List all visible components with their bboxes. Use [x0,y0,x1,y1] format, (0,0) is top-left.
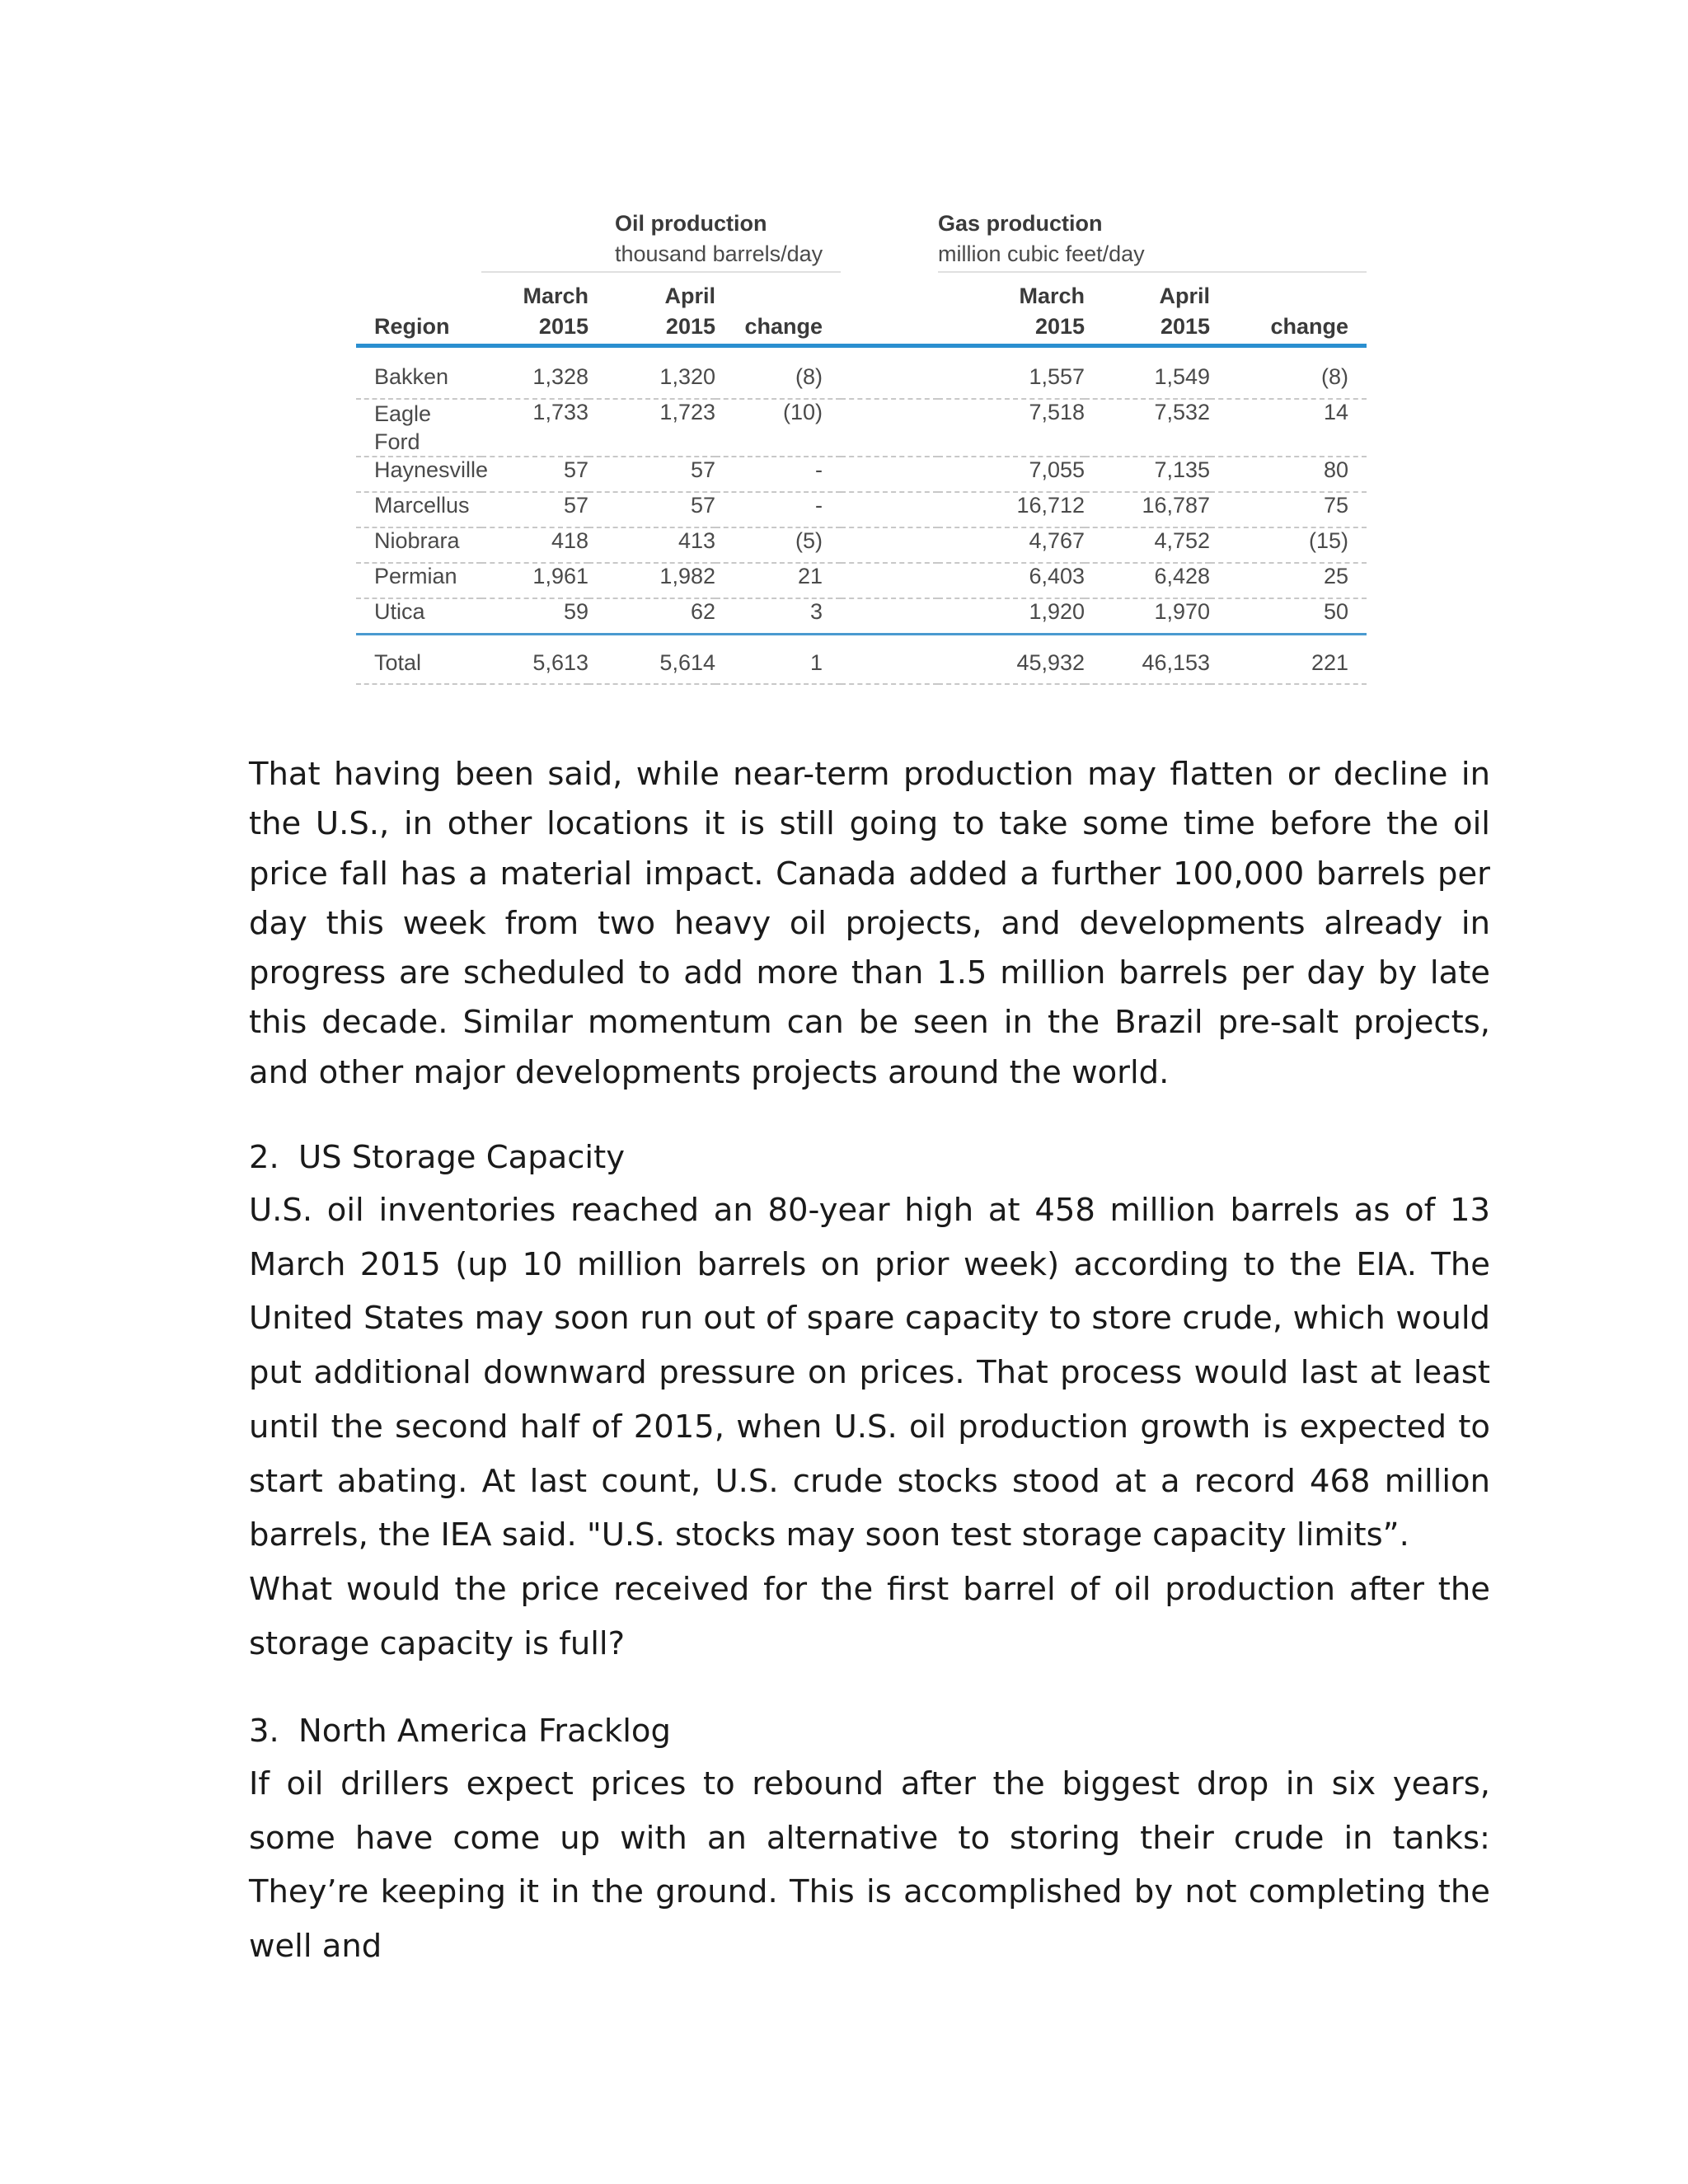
cell-value: 57 [481,492,588,527]
section-heading-fracklog [249,1711,671,1752]
col-oil-change: change [715,309,841,346]
cell-value: (8) [715,364,841,399]
region-name: Haynesville [356,457,481,492]
cell-value: - [715,492,841,527]
cell-value: 221 [1210,650,1367,684]
region-name: Marcellus [356,492,481,527]
cell-value: 1,557 [938,364,1085,399]
col-region: Region [356,309,481,346]
col-gas-change: change [1210,309,1367,346]
paragraph-fracklog: If oil drillers expect prices to rebound after the biggest drop in six years, some have come up with an alternative to storing their crude in tanks: They’re keeping it in the ground. This is accomplished by not completing the well and [249,1765,1490,1966]
cell-value: 7,135 [1085,457,1210,492]
cell-value: 46,153 [1085,650,1210,684]
cell-value: (8) [1210,364,1367,399]
cell-value: 1 [715,650,841,684]
table-row [356,563,1367,598]
cell-value: 6,428 [1085,563,1210,598]
cell-value: 75 [1210,492,1367,527]
cell-value: 1,723 [588,399,715,457]
cell-value: (5) [715,527,841,563]
cell-value: 1,920 [938,598,1085,635]
cell-value: 1,982 [588,563,715,598]
table-row [356,527,1367,563]
col-gas-march: March [1019,284,1085,308]
col-oil-april-year: 2015 [588,309,715,346]
region-name: Permian [356,563,481,598]
cell-value: 57 [588,457,715,492]
section-number: 3. [249,1713,279,1750]
cell-value: 21 [715,563,841,598]
cell-value: 7,532 [1085,399,1210,457]
total-label: Total [356,650,481,684]
cell-value: 16,712 [938,492,1085,527]
cell-value: 7,055 [938,457,1085,492]
cell-value: (10) [715,399,841,457]
cell-value: 6,403 [938,563,1085,598]
cell-value: 1,733 [481,399,588,457]
region-name: Eagle Ford [356,399,481,457]
cell-value: 57 [588,492,715,527]
cell-value: 80 [1210,457,1367,492]
section-heading-storage [249,1137,625,1179]
gas-production-units: million cubic feet/day [938,237,1367,272]
cell-value: 16,787 [1085,492,1210,527]
table-row [356,457,1367,492]
table-total-row [356,650,1367,684]
cell-value: 5,614 [588,650,715,684]
cell-value: (15) [1210,527,1367,563]
col-gas-april-year: 2015 [1085,309,1210,346]
section-title: North America Fracklog [298,1713,671,1750]
cell-value: 418 [481,527,588,563]
cell-value: - [715,457,841,492]
col-gas-march-year: 2015 [938,309,1085,346]
cell-value: 7,518 [938,399,1085,457]
cell-value: 62 [588,598,715,635]
cell-value: 4,767 [938,527,1085,563]
col-oil-april: April [664,284,715,308]
region-name: Niobrara [356,527,481,563]
paragraph-storage-question: What would the price received for the first barrel of oil production after the storage capacity is full? [249,1570,1490,1662]
cell-value: 1,328 [481,364,588,399]
paragraph-intro: That having been said, while near-term production may flatten or decline in the U.S., in other locations it is still going to take some time before the oil price fall has a material impact. Canada added a further 100,000 barrels per day this week from two heavy oil projects, and developments already in progress are scheduled to add more than 1.5 million barrels per day by late this decade. Similar momentum can be seen in the Brazil pre-salt projects, and other major developments projects around the world. [249,756,1490,1091]
paragraph-storage: U.S. oil inventories reached an 80-year high at 458 million barrels as of 13 March 2015 (up 10 million barrels on prior week) according to the EIA. The United States may soon run out of spare capacity to store crude, which would put additional downward pressure on prices. That process would last at least until the second half of 2015, when U.S. oil production growth is expected to start abating. At last count, U.S. crude stocks stood at a record 468 million barrels, the IEA said. "U.S. stocks may soon test storage capacity limits”. [249,1192,1490,1554]
section-number: 2. [249,1139,279,1176]
cell-value: 413 [588,527,715,563]
cell-value: 45,932 [938,650,1085,684]
region-name: Bakken [356,364,481,399]
cell-value: 59 [481,598,588,635]
region-name: Utica [356,598,481,635]
gas-production-title: Gas production [938,211,1103,236]
cell-value: 5,613 [481,650,588,684]
cell-value: 3 [715,598,841,635]
col-oil-march: March [523,284,588,308]
oil-production-title: Oil production [615,211,767,236]
col-oil-march-year: 2015 [481,309,588,346]
section-body-storage [249,1183,1490,1671]
table-row [356,399,1367,457]
cell-value: 4,752 [1085,527,1210,563]
oil-production-units: thousand barrels/day [481,237,841,272]
cell-value: 1,549 [1085,364,1210,399]
col-gas-april: April [1159,284,1211,308]
cell-value: 50 [1210,598,1367,635]
cell-value: 57 [481,457,588,492]
cell-value: 14 [1210,399,1367,457]
cell-value: 1,320 [588,364,715,399]
table-row [356,598,1367,635]
table-row [356,492,1367,527]
production-table-grid [356,200,1367,685]
cell-value: 1,970 [1085,598,1210,635]
cell-value: 25 [1210,563,1367,598]
production-table [356,200,1367,685]
cell-value: 1,961 [481,563,588,598]
section-title: US Storage Capacity [298,1139,625,1176]
table-row [356,364,1367,399]
